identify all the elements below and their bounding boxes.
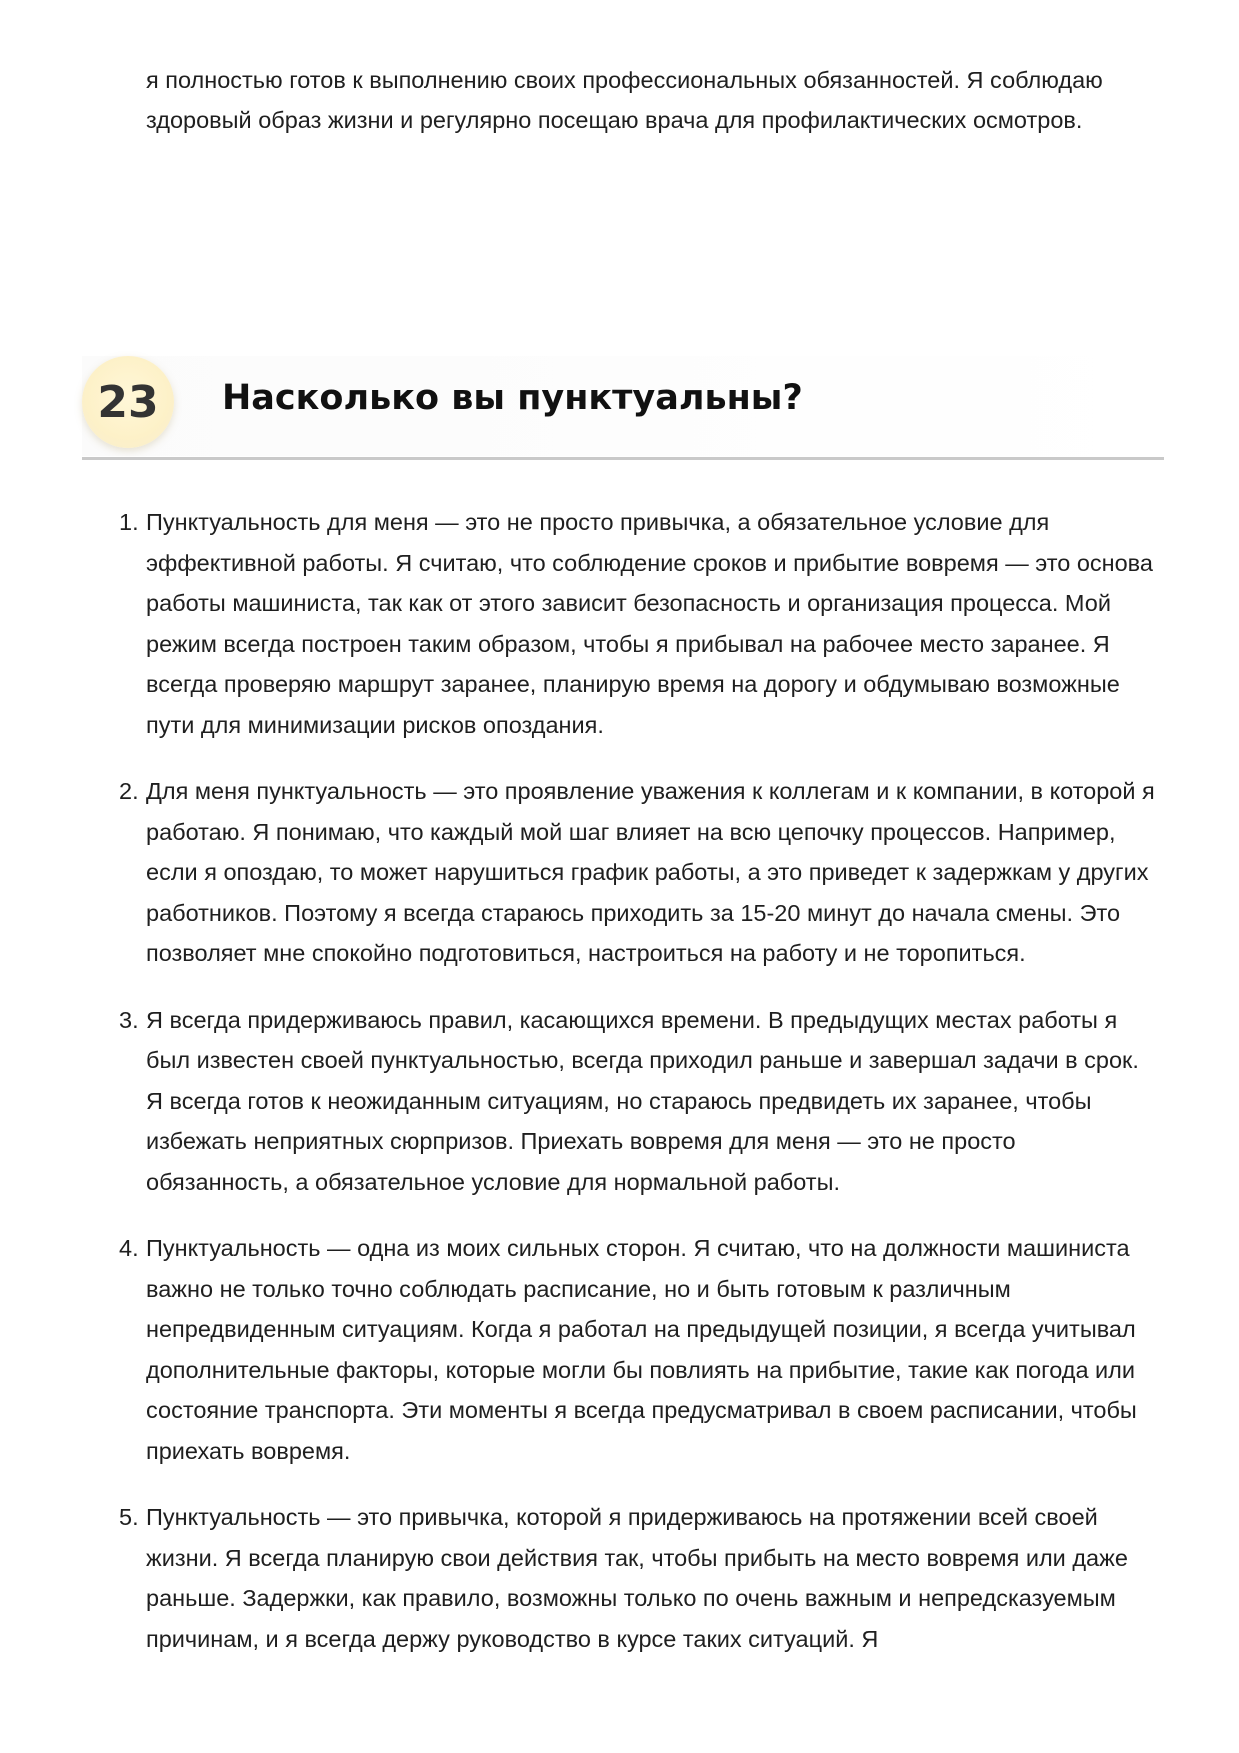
- question-number-badge: 23: [82, 356, 174, 448]
- answer-item: [112, 771, 1156, 974]
- answer-item: [112, 1228, 1156, 1471]
- question-title: Насколько вы пунктуальны?: [222, 378, 803, 418]
- header-divider: [82, 457, 1164, 460]
- answer-text: Пунктуальность — это привычка, которой я придерживаюсь на протяжении всей своей жизни. Я всегда планирую свои действия так, чтобы прибыть на место вовремя или даже раньше. Задержки, как правило, возможны только по очень важным и непредсказуемым причинам, и я всегда держу руководство в курсе таких ситуаций. Я: [146, 1504, 1128, 1652]
- answer-text: Я всегда придерживаюсь правил, касающихся времени. В предыдущих местах работы я был известен своей пунктуальностью, всегда приходил раньше и завершал задачи в срок. Я всегда готов к неожиданным ситуациям, но стараюсь предвидеть их заранее, чтобы избежать неприятных сюрпризов. Приехать вовремя для меня — это не просто обязанность, а обязательное условие для нормальной работы.: [146, 1006, 1139, 1195]
- answer-item: [112, 1497, 1156, 1659]
- answer-item: [112, 1000, 1156, 1203]
- answer-number: 5.: [119, 1504, 139, 1530]
- answer-text: Пунктуальность для меня — это не просто привычка, а обязательное условие для эффективной работы. Я считаю, что соблюдение сроков и прибытие вовремя — это основа работы машиниста, так как от этого зависит безопасность и организация процесса. Мой режим всегда построен таким образом, чтобы я прибывал на рабочее место заранее. Я всегда проверяю маршрут заранее, планирую время на дорогу и обдумываю возможные пути для минимизации рисков опоздания.: [146, 509, 1153, 738]
- answer-item: [112, 502, 1156, 745]
- answer-number: 3.: [119, 1006, 139, 1033]
- answer-text: Для меня пунктуальность — это проявление уважения к коллегам и к компании, в которой я работаю. Я понимаю, что каждый мой шаг влияет на всю цепочку процессов. Например, если я опоздаю, то может нарушиться график работы, а это приведет к задержкам у других работников. Поэтому я всегда стараюсь приходить за 15-20 минут до начала смены. Это позволяет мне спокойно подготовиться, настроиться на работу и не торопиться.: [146, 778, 1155, 966]
- answer-number: 4.: [119, 1235, 139, 1261]
- answer-number: 2.: [119, 778, 139, 804]
- intro-paragraph: я полностью готов к выполнению своих профессиональных обязанностей. Я соблюдаю здоровый образ жизни и регулярно посещаю врача для профилактических осмотров.: [146, 67, 1103, 133]
- answer-text: Пунктуальность — одна из моих сильных сторон. Я считаю, что на должности машиниста важно не только точно соблюдать расписание, но и быть готовым к различным непредвиденным ситуациям. Когда я работал на предыдущей позиции, я всегда учитывал дополнительные факторы, которые могли бы повлиять на прибытие, такие как погода или состояние транспорта. Эти моменты я всегда предусматривал в своем расписании, чтобы приехать вовремя.: [146, 1235, 1137, 1464]
- answer-number: 1.: [119, 509, 139, 535]
- answer-list: [112, 502, 1156, 1685]
- question-header: [82, 356, 1164, 460]
